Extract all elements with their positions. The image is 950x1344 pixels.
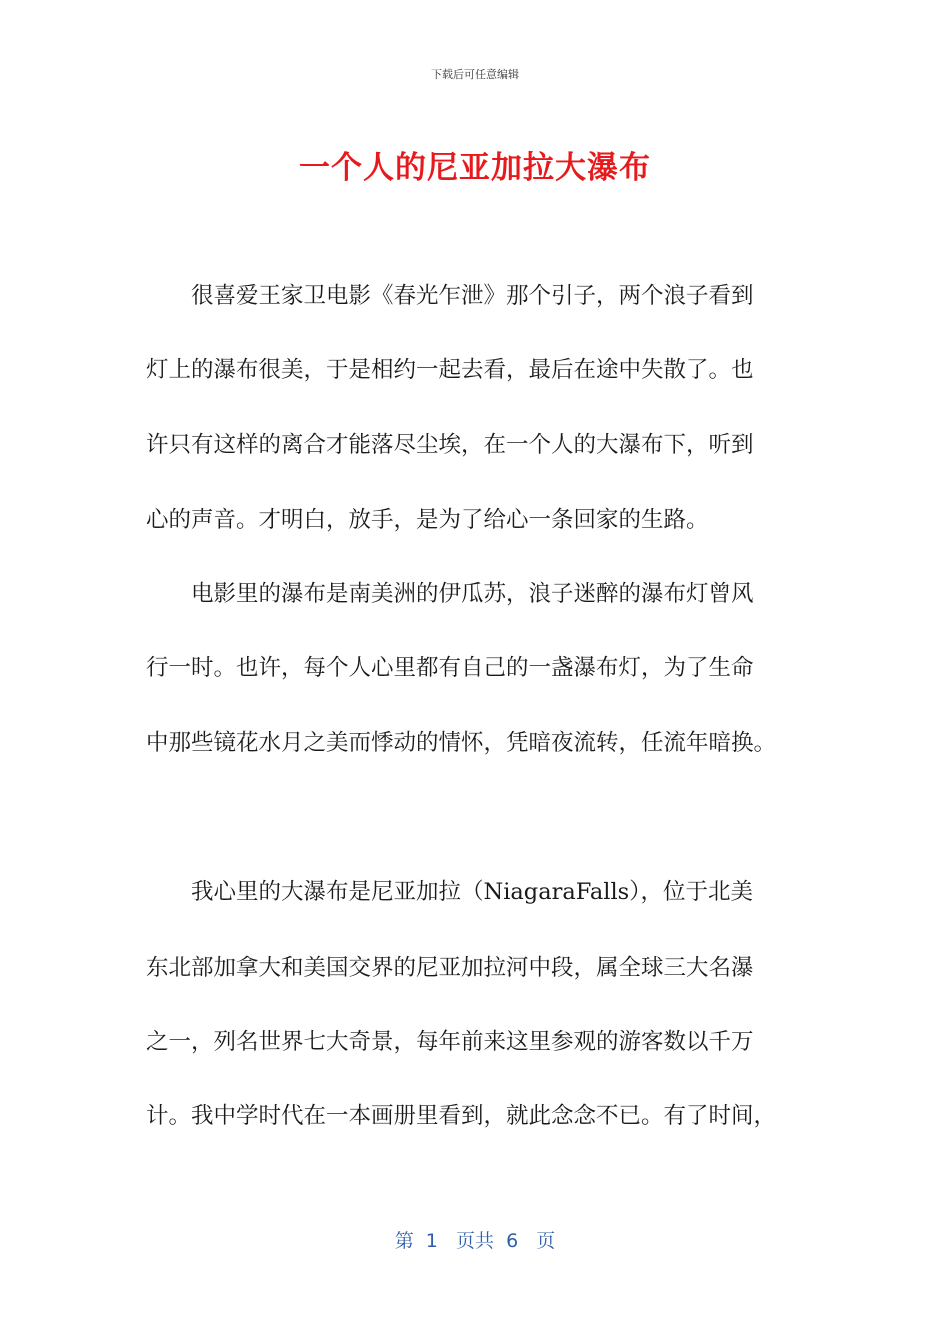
- body-line: 我心里的大瀑布是尼亚加拉（NiagaraFalls），位于北美: [146, 879, 753, 905]
- body-line: 行一时。也许，每个人心里都有自己的一盏瀑布灯，为了生命: [146, 655, 754, 681]
- body-line: 许只有这样的离合才能落尽尘埃，在一个人的大瀑布下，听到: [146, 432, 754, 458]
- body-line: 心的声音。才明白，放手，是为了给心一条回家的生路。: [146, 507, 709, 533]
- body-line: 很喜爱王家卫电影《春光乍泄》那个引子，两个浪子看到: [146, 283, 754, 309]
- body-line: 计。我中学时代在一本画册里看到，就此念念不已。有了时间，: [146, 1103, 777, 1129]
- body-line: 之一，列名世界七大奇景，每年前来这里参观的游客数以千万: [146, 1029, 754, 1055]
- page-number-footer: 第 1 页共 6 页: [394, 1230, 556, 1252]
- document-title: 一个人的尼亚加拉大瀑布: [299, 150, 651, 186]
- body-line: 灯上的瀑布很美，于是相约一起去看，最后在途中失散了。也: [146, 357, 754, 383]
- body-line: 中那些镜花水月之美而悸动的情怀，凭暗夜流转，任流年暗换。: [146, 730, 777, 756]
- header-note: 下载后可任意编辑: [431, 68, 519, 81]
- body-line: 东北部加拿大和美国交界的尼亚加拉河中段，属全球三大名瀑: [146, 955, 754, 981]
- body-line: 电影里的瀑布是南美洲的伊瓜苏，浪子迷醉的瀑布灯曾风: [146, 581, 754, 607]
